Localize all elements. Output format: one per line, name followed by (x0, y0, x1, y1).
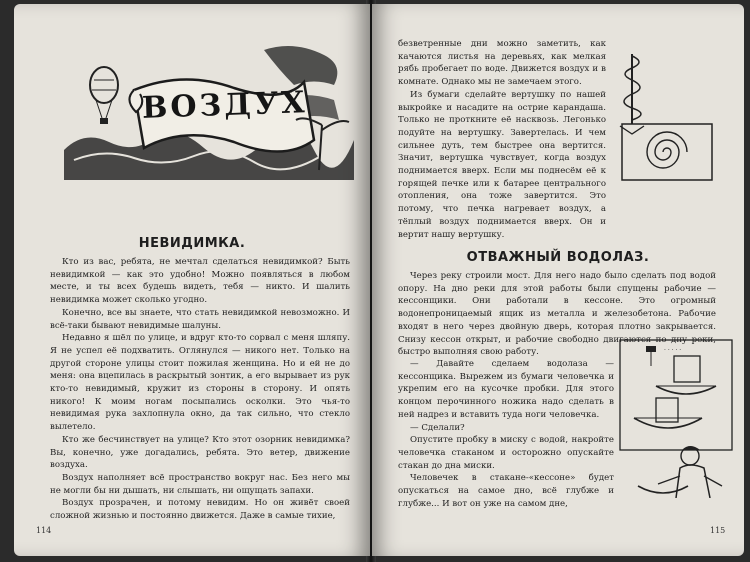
paragraph: Кто из вас, ребята, не мечтал сделаться невидимкой? Быть невидимкой — как это удобно! Можно появляться в любом месте, и ты всех будешь видеть, тебя — никто. И шалить невидимка может сколько угодно. (50, 257, 350, 306)
paragraph: Опустите пробку в миску с водой, накройте человечка стаканом и осторожно опускайте стакан до дна миски. (398, 435, 614, 471)
paragraph: Недавно я шёл по улице, и вдруг кто-то сорвал с меня шляпу. Я не успел её подхватить. Оглянулся — никого нет. Только на другой стороне улицы стоит пожилая женщина. Но и ей не до меня: она вцепилась в раскрытый зонтик, а его вырывает из рук кто-то невидимый, кружит из стороны в сторону. И опять никого! К моим ногам посыпались осколки. Это чья-то невидимая рука захлопнула окно, да так сильно, что стекло вылетело. (50, 333, 350, 433)
left-page (14, 4, 370, 556)
paragraph: Воздух наполняет всё пространство вокруг нас. Без него мы не могли бы ни дышать, ни слышать, ни ощущать запахи. (50, 472, 350, 496)
paragraph: Из бумаги сделайте вертушку по нашей выкройке и насадите на острие карандаша. Только не проткните её насквозь. Легонько подуйте на вертушку. Завертелась. И чем сильнее дуть, тем быстрее она вертится. Значит, вертушка чувствует, когда воздух поднимается вверх. Если мы поднесём её к горящей печке или к батарее центрального отопления, она тоже завертится. Это потому, что печка нагревает воздух, а тёплый воздух поднимается вверх. Он и вертит нашу вертушку. (398, 89, 606, 240)
right-page (372, 4, 744, 556)
paragraph: безветренные дни можно заметить, как качаются листья на деревьях, как мелкая рябь пробегает по воде. Движется воздух и в комнате. Однако мы не замечаем этого. (398, 39, 606, 88)
page-number-right: 115 (710, 526, 726, 535)
page-number-left: 114 (36, 526, 52, 535)
paragraph: — Давайте сделаем водолаза — кессонщика. Вырежем из бумаги человечка и укрепим его на кусочке пробки. Для этого концом перочинного ножика надо сделать в ней надрез и вставить туда ноги человечка. (398, 359, 614, 420)
pinwheel-illustration (612, 44, 722, 184)
heading-vodolaz: ОТВАЖНЫЙ ВОДОЛАЗ. (466, 250, 650, 265)
left-body-text (50, 256, 350, 523)
paragraph: Воздух прозрачен, и потому невидим. Но он живёт своей сложной жизнью и постоянно движется. Даже в самые тихие, (50, 498, 350, 522)
svg-text:· · · · ·: · · · · · (664, 347, 682, 354)
paragraph: Кто же бесчинствует на улице? Кто этот озорник невидимка? Вы, конечно, уже догадались, ребята. Это ветер, движение воздуха. (50, 434, 350, 471)
banner-title: ВОЗДУХ (141, 85, 308, 126)
diver-experiment-illustration (618, 338, 736, 498)
paragraph: — Сделали? (410, 422, 465, 433)
paragraph: Через реку строили мост. Для него надо было сделать под водой опору. На дно реки для этой работы были спущены рабочие — кессонщики. Они работали в кессоне. Это огромный водонепроницаемый ящик из металла и железобетона. Рабочие входят в него через двойную дверь, которая плотно закрывается. Снизу кессон открыт, и рабочие свободно двигаются по дну реки, быстро выполняя свою работу. (398, 271, 716, 358)
right-body-text-2 (398, 358, 614, 510)
right-top-text (398, 38, 606, 241)
heading-nevidimka: НЕВИДИМКА. (138, 236, 246, 251)
paragraph: Человечек в стакане-«кессоне» будет опускаться на самое дно, всё глубже и глубже... И вот он уже на самом дне, (398, 473, 614, 509)
paragraph: Конечно, все вы знаете, что стать невидимкой невозможно. И всё-таки бывают невидимые шалуны. (50, 307, 350, 331)
